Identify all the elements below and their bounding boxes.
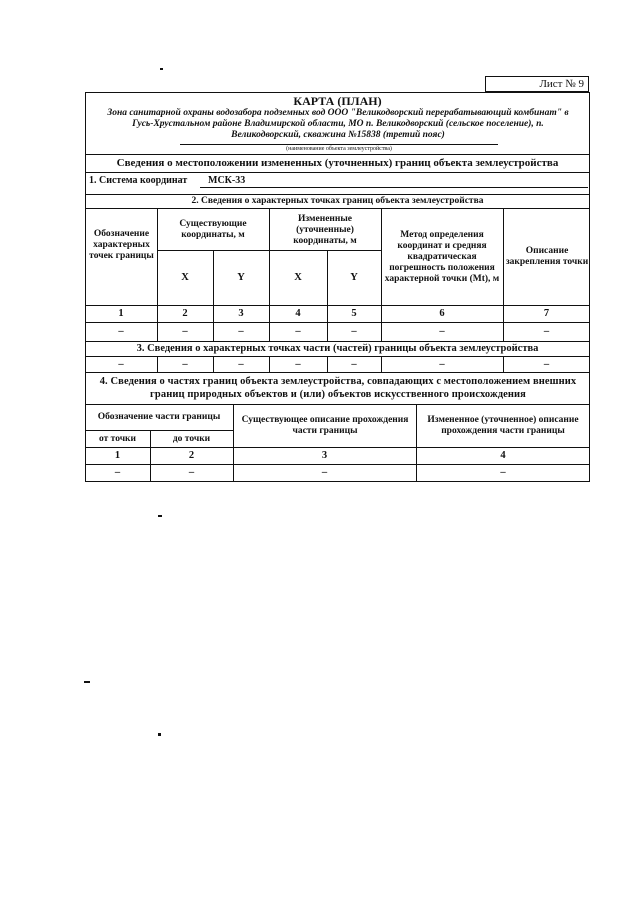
scan-speck [158, 733, 161, 736]
empty-cell: – [118, 326, 124, 337]
empty-cell: – [321, 467, 328, 478]
document-title: КАРТА (ПЛАН) [293, 94, 382, 108]
col-number: 5 [351, 308, 357, 319]
empty-cell: – [182, 326, 188, 337]
col-number: 6 [439, 308, 445, 319]
coord-underline [200, 187, 588, 188]
rule [85, 372, 590, 373]
header-from-point: от точки [98, 433, 137, 444]
rule [85, 341, 590, 342]
scan-speck [84, 681, 90, 683]
header-x-changed: X [294, 272, 302, 283]
col-number: 3 [321, 450, 328, 461]
col-number: 3 [238, 308, 244, 319]
section3-title: 3. Сведения о характерных точках части (частей) границы объекта землеустройства [136, 343, 539, 354]
rule [85, 154, 590, 155]
col-number: 1 [118, 308, 124, 319]
empty-cell: – [182, 358, 188, 370]
empty-cell: – [188, 467, 195, 478]
zone-description: Зона санитарной охраны водозабора подземных вод ООО "Великодворский перерабатывающий комбинат" в Гусь-Хрустальном районе Владимирской области, МО п. Великодворский (сельское поселение), п. Великодворский, скважина №15838 (третий пояс) [107, 108, 569, 140]
scan-speck [158, 515, 162, 517]
col-number: 4 [500, 450, 506, 461]
header-method: Метод определения координат и средняя квадратическая погрешность положения характерной точки (Mt), м [384, 229, 500, 284]
empty-cell: – [351, 326, 357, 337]
col-number: 4 [295, 308, 301, 319]
empty-cell: – [238, 326, 244, 337]
empty-cell: – [295, 326, 301, 337]
col-number: 2 [182, 308, 188, 319]
empty-cell: – [439, 358, 445, 370]
header-existing-coords: Существующие координаты, м [179, 219, 247, 240]
empty-cell: – [238, 358, 244, 370]
header-description: Описание закрепления точки [505, 246, 589, 267]
empty-cell: – [439, 326, 445, 337]
empty-cell: – [500, 467, 506, 478]
empty-cell: – [543, 326, 550, 337]
rule [85, 208, 590, 209]
col-number: 1 [114, 450, 121, 461]
empty-cell: – [295, 358, 301, 370]
empty-cell: – [114, 467, 121, 478]
empty-cell: – [118, 358, 124, 370]
col-number: 2 [188, 450, 195, 461]
empty-cell: – [351, 358, 357, 370]
header-point: Обозначение характерных точек границы [89, 228, 154, 261]
header-x-existing: X [181, 272, 189, 283]
section-location-title: Сведения о местоположении измененных (уточненных) границ объекта землеустройства [116, 157, 559, 169]
header-y-existing: Y [237, 272, 245, 283]
rule [85, 172, 590, 173]
header-existing-description: Существующее описание прохождения части границы [241, 415, 409, 436]
section4-title: 4. Сведения о частях границ объекта землеустройства, совпадающих с местоположением внешних границ природных объектов и (или) объектов искусственного происхождения [99, 376, 577, 400]
scan-speck [160, 68, 163, 70]
section2-title: 2. Сведения о характерных точках границ объекта землеустройства [191, 196, 484, 206]
header-to-point: до точки [172, 433, 211, 444]
coord-system-value: МСК-33 [208, 175, 246, 186]
sheet-number: Лист № 9 [485, 76, 589, 92]
header-y-changed: Y [350, 272, 358, 283]
rule [85, 194, 590, 195]
object-caption: (наименование объекта землеустройства) [286, 146, 392, 152]
header-changed-description: Измененное (уточненное) описание прохождения части границы [427, 415, 579, 436]
empty-cell: – [543, 358, 550, 370]
header-part: Обозначение части границы [97, 412, 221, 422]
header-changed-coords: Измененные (уточненные) координаты, м [293, 213, 357, 246]
coord-system-label: 1. Система координат [89, 175, 188, 186]
col-number: 7 [543, 308, 550, 319]
